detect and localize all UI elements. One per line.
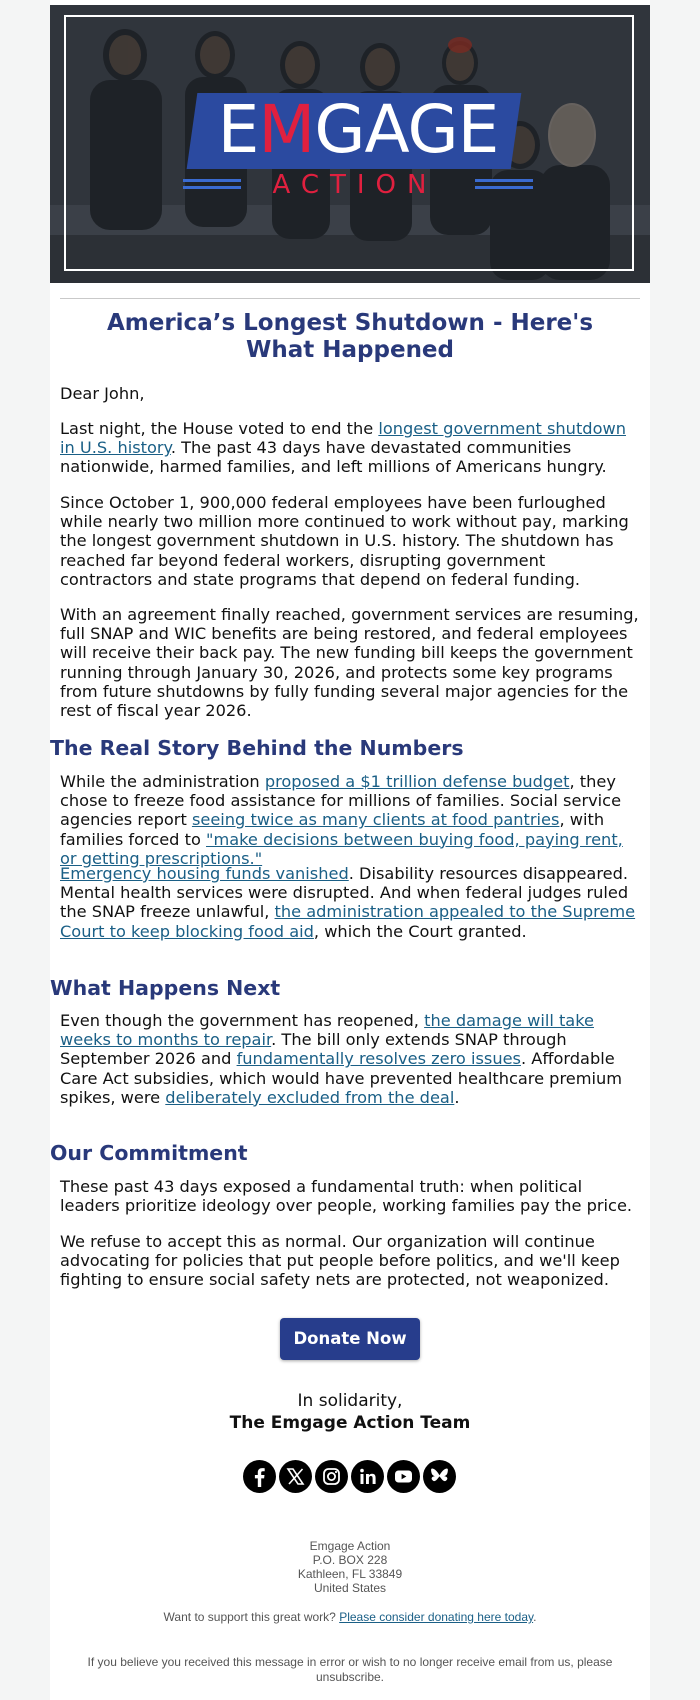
section-heading-next: What Happens Next [50, 976, 281, 1000]
resolves-zero-issues-link[interactable]: fundamentally resolves zero issues [236, 1049, 521, 1069]
footer-country: United States [313, 1581, 387, 1595]
x-icon[interactable] [279, 1460, 312, 1493]
bluesky-icon[interactable] [423, 1460, 456, 1493]
shutdown-history-link[interactable]: longest government shutdown in U.S. history [60, 419, 626, 458]
divider [60, 298, 640, 299]
donate-now-button[interactable]: Donate Now [280, 1318, 420, 1360]
intro-paragraph-3: With an agreement finally reached, government services are resuming, full SNAP and WIC benefits are being restored, and federal employees will receive their back pay. The new funding bill keeps the government running through January 30, 2026, and protects some key programs from future shutdowns by fully funding several major agencies for the rest of fiscal year 2026. [60, 605, 639, 721]
prescriptions-quote-link[interactable]: "make decisions between buying food, paying rent, or getting prescriptions." [60, 829, 623, 868]
banner-frame [64, 15, 634, 271]
housing-funds-link[interactable]: Emergency housing funds vanished [60, 864, 349, 883]
instagram-icon[interactable] [315, 1460, 348, 1493]
emgage-logo: EMGAGE [217, 91, 499, 168]
signoff-team: The Emgage Action Team [229, 1413, 471, 1433]
food-pantries-link[interactable]: seeing twice as many clients at food pantries [191, 810, 560, 830]
footer-support: Want to support this great work? Please consider donating here today. [163, 1610, 537, 1624]
intro-paragraph-1: Last night, the House voted to end the longest government shutdown in U.S. history. The past 43 days have devastated communities nationwide, harmed families, and left millions of Americans hungry. [60, 419, 626, 477]
logo-subtitle: ACTION [272, 170, 438, 200]
real-story-paragraph-2: Emergency housing funds vanished. Disability resources disappeared. Mental health services were disrupted. And when federal judges ruled the SNAP freeze unlawful, the administration appealed to the Supreme Court to keep blocking food aid, which the Court granted. [60, 864, 636, 941]
supreme-court-link[interactable]: the administration appealed to the Supreme Court to keep blocking food aid [60, 902, 636, 941]
real-story-paragraph-1: While the administration proposed a $1 trillion defense budget, they chose to freeze food assistance for millions of families. Social service agencies report seeing twice as many clients at food pantries, with families forced to "make decisions between buying food, paying rent, or getting prescriptions." [60, 772, 623, 868]
greeting: Dear John, [60, 384, 145, 403]
facebook-icon[interactable] [243, 1460, 276, 1493]
commitment-paragraph-2: We refuse to accept this as normal. Our organization will continue advocating for policies that put people before politics, and we'll keep fighting to ensure social safety nets are protected, not weaponized. [60, 1232, 620, 1290]
linkedin-icon[interactable] [351, 1460, 384, 1493]
footer-unsubscribe[interactable]: If you believe you received this message in error or wish to no longer receive email from us, please unsubscribe. [87, 1655, 613, 1684]
social-links [243, 1460, 463, 1494]
header-banner [50, 5, 650, 283]
footer-address-2: Kathleen, FL 33849 [297, 1567, 403, 1581]
email-body [50, 0, 650, 1700]
next-paragraph: Even though the government has reopened, the damage will take weeks to months to repair. The bill only extends SNAP through September 2026 and fundamentally resolves zero issues. Affordable Care Act subsidies, which would have prevented healthcare premium spikes, were deliberately excluded from the deal. [60, 1011, 623, 1107]
page-title: America’s Longest Shutdown - Here's What Happened [106, 310, 594, 363]
defense-budget-link[interactable]: proposed a $1 trillion defense budget [264, 772, 570, 791]
footer-address-1: P.O. BOX 228 [312, 1553, 388, 1567]
commitment-paragraph-1: These past 43 days exposed a fundamental truth: when political leaders prioritize ideology over people, working families pay the price. [60, 1177, 633, 1216]
donate-here-link[interactable]: Please consider donating here today [339, 1610, 534, 1624]
damage-repair-link[interactable]: the damage will take weeks to months to repair [60, 1011, 594, 1050]
youtube-icon[interactable] [387, 1460, 420, 1493]
section-heading-real-story: The Real Story Behind the Numbers [50, 736, 464, 760]
intro-paragraph-2: Since October 1, 900,000 federal employees have been furloughed while nearly two million more continued to work without pay, marking the longest government shutdown in U.S. history. The shutdown has reached far beyond federal workers, disrupting government contractors and state programs that depend on federal funding. [60, 493, 629, 589]
signoff-line: In solidarity, [297, 1391, 403, 1411]
section-heading-commitment: Our Commitment [50, 1141, 248, 1165]
footer-org: Emgage Action [309, 1539, 391, 1553]
excluded-from-deal-link[interactable]: deliberately excluded from the deal [165, 1087, 455, 1107]
